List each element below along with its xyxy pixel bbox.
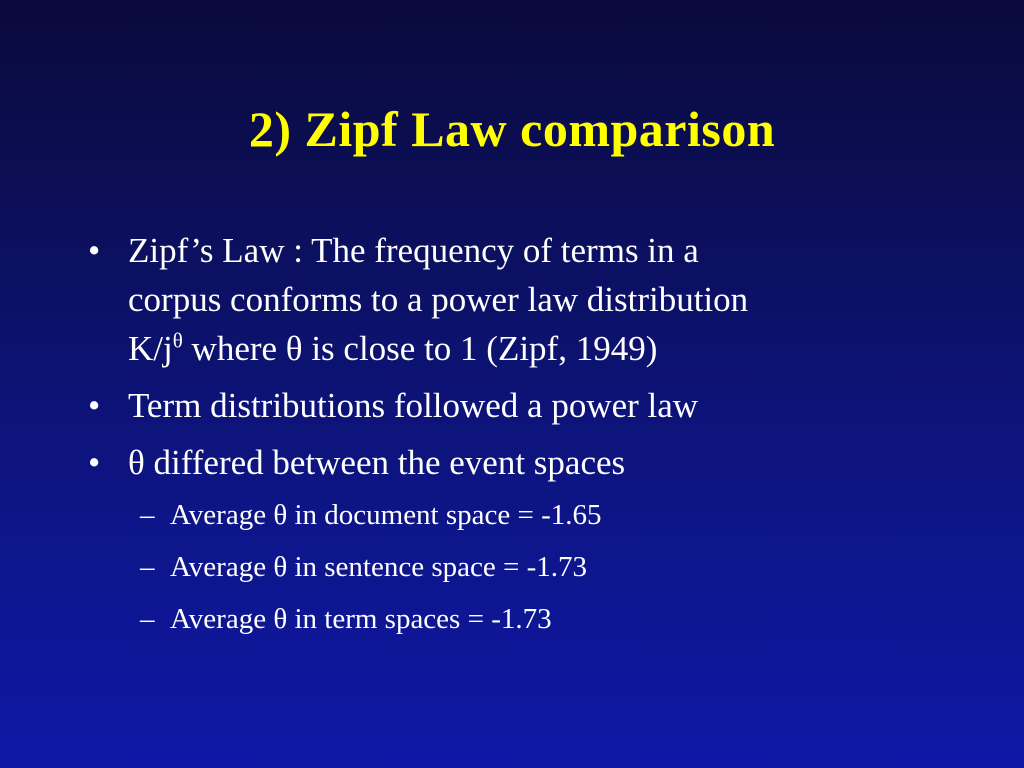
dash-glyph: – <box>140 551 155 583</box>
subbullet-text: Average θ in document space = -1.65 <box>170 499 602 531</box>
slide-body <box>88 226 948 651</box>
bullet-text: θ differed between the event spaces <box>128 443 626 482</box>
bullet-theta-differed <box>88 438 948 487</box>
subbullet-text: Average θ in term spaces = -1.73 <box>170 603 552 635</box>
dash-glyph: – <box>140 603 155 635</box>
subbullet-text: Average θ in sentence space = -1.73 <box>170 551 588 583</box>
subbullet-document-space <box>88 495 948 535</box>
bullet-line-formula <box>128 324 948 373</box>
bullet-line: corpus conforms to a power law distribution <box>128 280 749 319</box>
dash-glyph: – <box>140 499 155 531</box>
formula-exponent: θ <box>172 328 183 353</box>
bullet-term-distributions <box>88 381 948 430</box>
bullet-glyph: • <box>88 231 101 270</box>
bullet-glyph: • <box>88 443 101 482</box>
formula-base: K/j <box>128 329 173 368</box>
bullet-glyph: • <box>88 386 101 425</box>
subbullet-sentence-space <box>88 547 948 587</box>
formula-rest: where θ is close to 1 (Zipf, 1949) <box>182 329 658 368</box>
bullet-line: Zipf’s Law : The frequency of terms in a <box>128 231 699 270</box>
subbullet-term-spaces <box>88 599 948 639</box>
bullet-text: Term distributions followed a power law <box>128 386 699 425</box>
slide-title: 2) Zipf Law comparison <box>248 101 776 157</box>
bullet-zipfs-law <box>88 226 948 373</box>
